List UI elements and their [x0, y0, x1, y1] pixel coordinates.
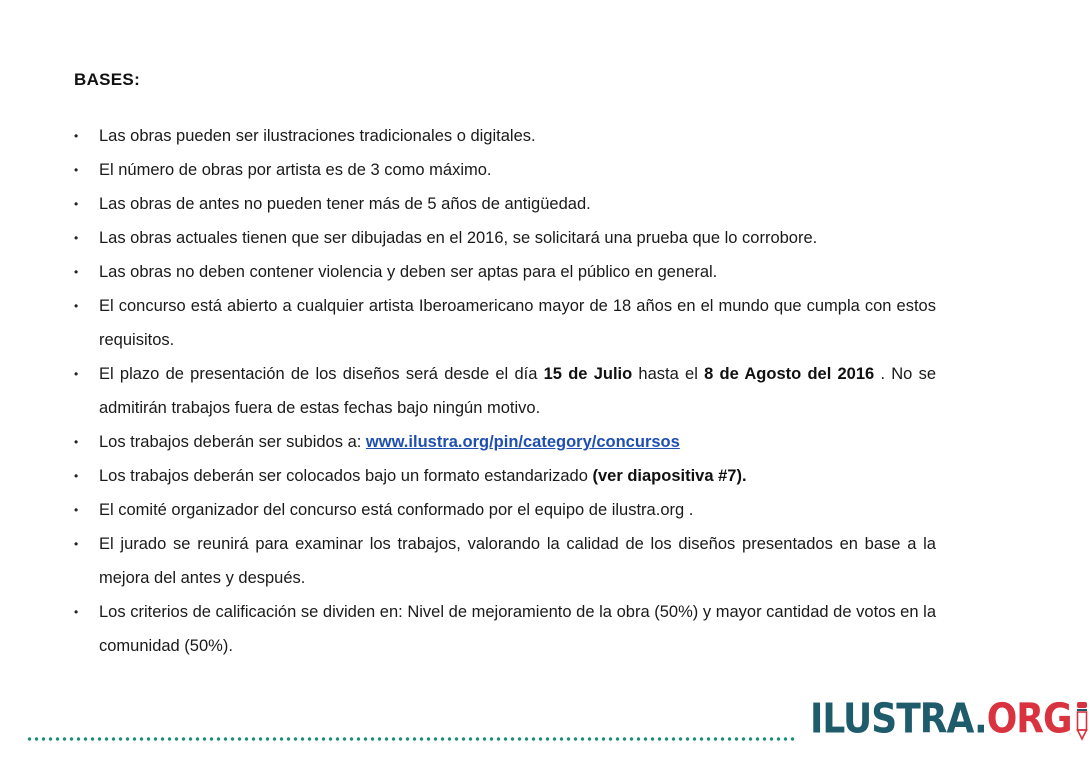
rule-item [72, 595, 936, 663]
rule-item [72, 425, 936, 459]
rule-text: El número de obras por artista es de 3 como máximo. [99, 161, 492, 179]
rule-emphasis: 15 de Julio [543, 365, 633, 383]
bullet-marker: • [74, 231, 79, 245]
bullet-marker: • [74, 537, 79, 551]
rule-text: El jurado se reunirá para examinar los trabajos, valorando la calidad de los diseños presentados en base a la mejora del antes y después. [99, 535, 936, 587]
rule-text: Las obras de antes no pueden tener más de 5 años de antigüedad. [99, 195, 591, 213]
section-heading: BASES: [74, 70, 141, 89]
rule-text: Las obras pueden ser ilustraciones tradicionales o digitales. [99, 127, 536, 145]
ilustra-logo [810, 695, 1090, 743]
rule-item [72, 289, 936, 357]
rule-item [72, 221, 936, 255]
rule-text: Los trabajos deberán ser subidos a: [99, 433, 366, 451]
bullet-marker: • [74, 605, 79, 619]
logo-text-part1: ILUSTRA. [810, 695, 987, 743]
rule-item [72, 255, 936, 289]
rule-item [72, 459, 936, 493]
bullet-marker: • [74, 265, 79, 279]
rule-emphasis: 8 de Agosto del 2016 [704, 365, 875, 383]
bullet-marker: • [74, 435, 79, 449]
bullet-marker: • [74, 367, 79, 381]
footer-dotted-line [26, 736, 796, 742]
rule-item [72, 357, 936, 425]
bullet-marker: • [74, 163, 79, 177]
rule-text: El concurso está abierto a cualquier artista Iberoamericano mayor de 18 años en el mundo que cumpla con estos requisitos. [99, 297, 936, 349]
rule-emphasis: (ver diapositiva #7). [592, 467, 747, 485]
pencil-icon [1074, 700, 1090, 740]
rule-item [72, 527, 936, 595]
bullet-marker: • [74, 129, 79, 143]
rule-item [72, 493, 936, 527]
bullet-marker: • [74, 197, 79, 211]
rule-text: Las obras no deben contener violencia y deben ser aptas para el público en general. [99, 263, 718, 281]
rule-text: Las obras actuales tienen que ser dibujadas en el 2016, se solicitará una prueba que lo corrobore. [99, 229, 818, 247]
bullet-marker: • [74, 503, 79, 517]
rule-text: hasta el [632, 365, 705, 383]
rule-text: Los trabajos deberán ser colocados bajo un formato estandarizado [99, 467, 593, 485]
rule-text: . No se admitirán trabajos fuera de estas fechas bajo ningún motivo. [99, 365, 937, 417]
bullet-marker: • [74, 299, 79, 313]
bullet-marker: • [74, 469, 79, 483]
rule-text: El plazo de presentación de los diseños será desde el día [99, 365, 544, 383]
rule-item [72, 153, 936, 187]
rules-list [72, 119, 936, 663]
rule-item [72, 119, 936, 153]
rule-item [72, 187, 936, 221]
logo-text [810, 695, 1072, 743]
rule-text: El comité organizador del concurso está conformado por el equipo de ilustra.org . [99, 501, 694, 519]
logo-text-part2: ORG [986, 695, 1072, 743]
contest-link[interactable]: www.ilustra.org/pin/category/concursos [365, 433, 680, 451]
rule-text: Los criterios de calificación se dividen en: Nivel de mejoramiento de la obra (50%) y mayor cantidad de votos en la comunidad (50%). [99, 603, 936, 655]
